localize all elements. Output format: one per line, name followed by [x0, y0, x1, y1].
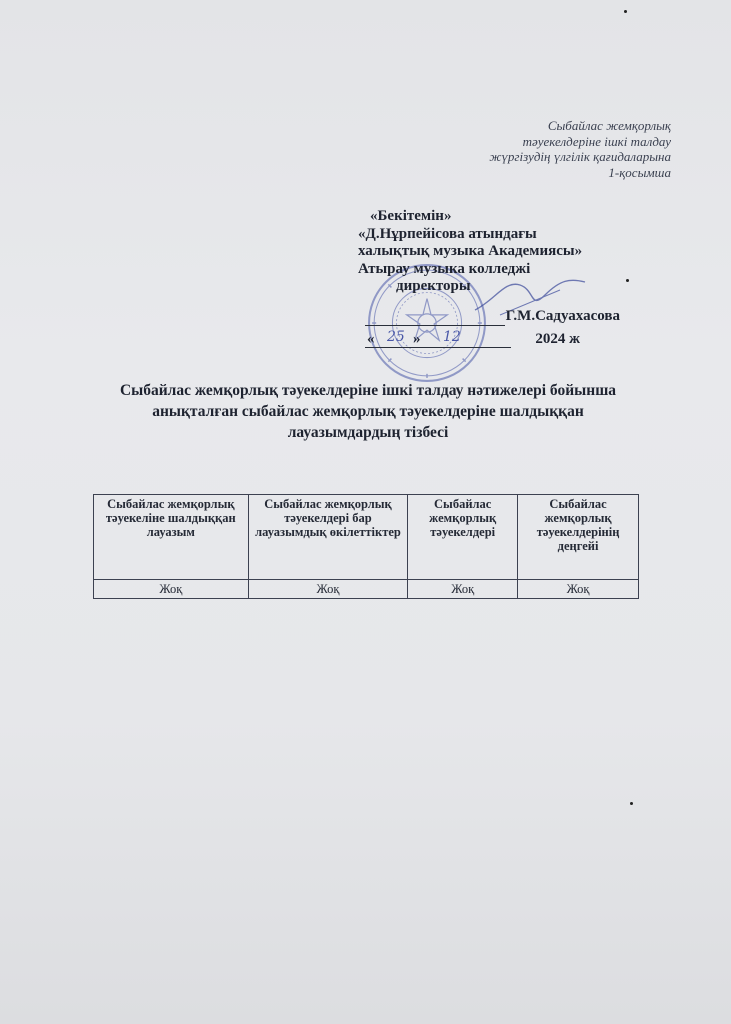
- table-cell: Жоқ: [518, 580, 639, 599]
- approval-line: директоры: [396, 278, 471, 294]
- date-month: 12: [443, 329, 461, 345]
- title-line: анықталған сыбайлас жемқорлық тәуекелдеріне шалдыққан: [152, 403, 584, 420]
- signature-underline: [365, 325, 505, 326]
- document-title: [98, 380, 638, 443]
- column-header: Сыбайлас жемқорлық тәуекелдері: [408, 495, 518, 580]
- date-open-quote: «: [367, 331, 375, 347]
- annex-line: тәуекелдеріне ішкі талдау: [522, 133, 671, 149]
- annex-line: Сыбайлас жемқорлық: [547, 118, 671, 133]
- title-line: лауазымдардың тізбесі: [287, 424, 449, 441]
- approval-heading: «Бекітемін»: [370, 208, 452, 224]
- date-day: 25: [387, 329, 405, 345]
- speck: [630, 802, 633, 805]
- date-year: 2024 ж: [535, 331, 580, 347]
- annex-note: [371, 118, 671, 180]
- risk-positions-table: [93, 494, 639, 599]
- annex-line: жүргізудің үлгілік қағидаларына: [489, 149, 671, 164]
- table-row: [94, 580, 639, 599]
- column-header: Сыбайлас жемқорлық тәуекелдерінің деңгейі: [518, 495, 639, 580]
- signatory-name: Г.М.Садуахасова: [505, 308, 620, 324]
- date-close-quote: »: [413, 331, 421, 347]
- speck: [626, 279, 629, 282]
- approval-line: Атырау музыка колледжі: [358, 260, 531, 277]
- table-header-row: [94, 495, 639, 580]
- table-cell: Жоқ: [248, 580, 408, 599]
- approval-block: [358, 208, 608, 296]
- annex-line: 1-қосымша: [608, 164, 671, 180]
- table-cell: Жоқ: [94, 580, 249, 599]
- date-underline: [365, 347, 511, 348]
- table-cell: Жоқ: [408, 580, 518, 599]
- approval-line: «Д.Нұрпейісова атындағы: [358, 225, 537, 242]
- column-header: Сыбайлас жемқорлық тәуекелдері бар лауазымдық өкілеттіктер: [248, 495, 408, 580]
- title-line: Сыбайлас жемқорлық тәуекелдеріне ішкі талдау нәтижелері бойынша: [119, 382, 617, 399]
- speck: [624, 10, 627, 13]
- column-header: Сыбайлас жемқорлық тәуекеліне шалдыққан лауазым: [94, 495, 249, 580]
- approval-line: халықтық музыка Академиясы»: [358, 243, 583, 259]
